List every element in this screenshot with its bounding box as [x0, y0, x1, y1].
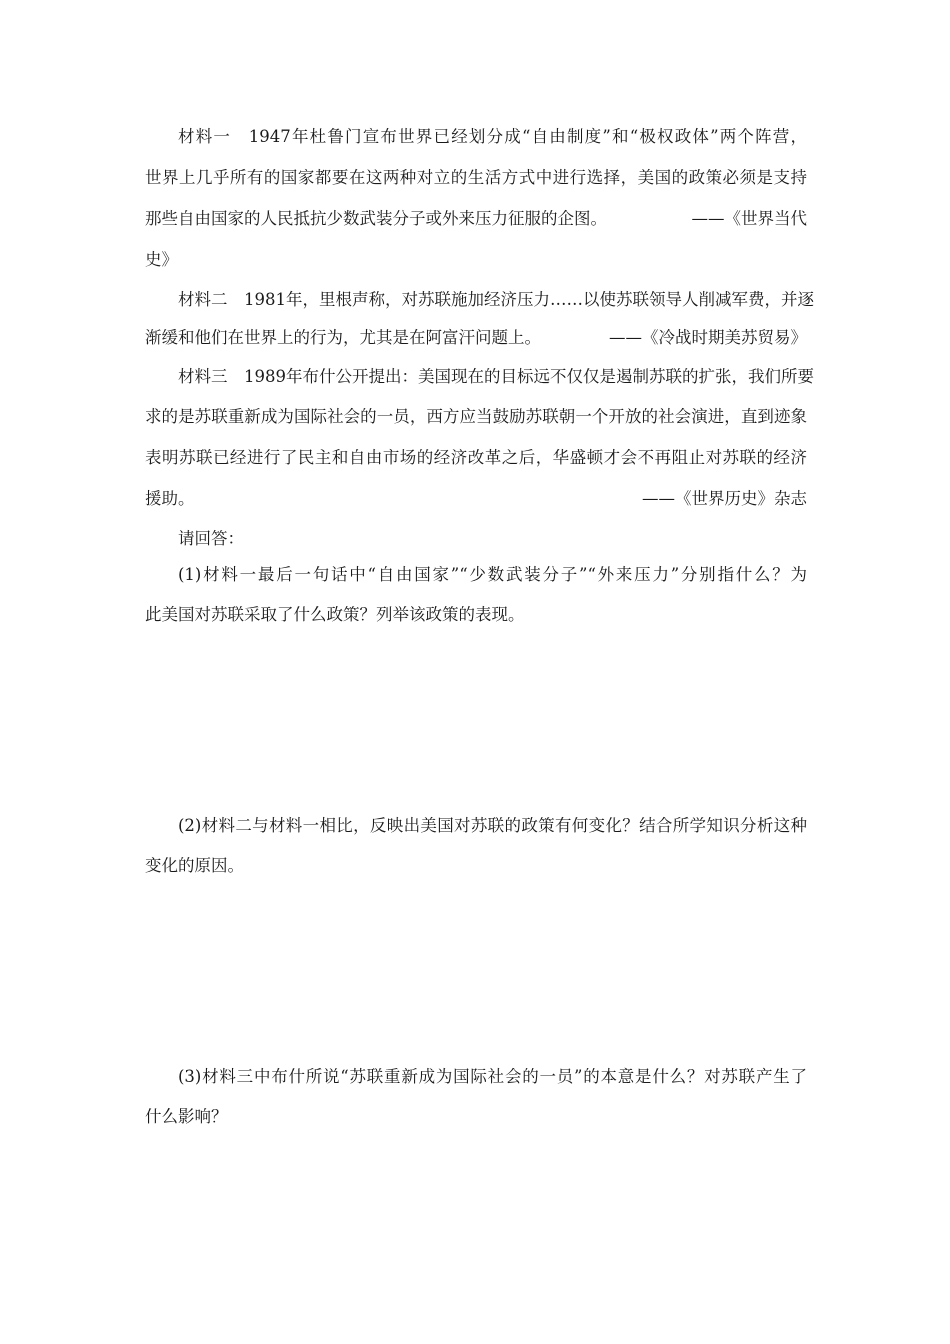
material-1-line-4: 史》 [145, 250, 178, 269]
material-1-line-3 [145, 207, 807, 231]
material-2-line-2 [145, 326, 807, 350]
material-3-source: ——《世界历史》杂志 [642, 489, 807, 508]
question-2-line-1: (2)材料二与材料一相比，反映出美国对苏联的政策有何变化？结合所学知识分析这种 [178, 816, 807, 835]
question-1-line-2: 此美国对苏联采取了什么政策？列举该政策的表现。 [145, 605, 525, 624]
material-2-line-1: 材料二 1981年，里根声称，对苏联施加经济压力……以使苏联领导人削减军费，并逐 [178, 290, 814, 309]
material-1-line-1: 材料一 1947年杜鲁门宣布世界已经划分成“自由制度”和“极权政体”两个阵营， [178, 127, 807, 146]
question-3-line-2: 什么影响？ [145, 1107, 228, 1126]
question-1-line-1: (1)材料一最后一句话中“自由国家”“少数武装分子”“外来压力”分别指什么？为 [178, 565, 807, 584]
material-1-source: ——《世界当代 [691, 209, 807, 228]
material-3-line-1: 材料三 1989年布什公开提出：美国现在的目标远不仅仅是遏制苏联的扩张，我们所要 [178, 367, 814, 386]
answer-prompt: 请回答： [178, 529, 244, 548]
material-3-line-3: 表明苏联已经进行了民主和自由市场的经济改革之后，华盛顿才会不再阻止对苏联的经济 [145, 448, 807, 467]
material-1-text-end: 那些自由国家的人民抵抗少数武装分子或外来压力征服的企图。 [145, 209, 607, 228]
material-3-line-4: 援助。 [145, 489, 195, 508]
material-1-line-2: 世界上几乎所有的国家都要在这两种对立的生活方式中进行选择，美国的政策必须是支持 [145, 168, 807, 187]
material-3-line-2: 求的是苏联重新成为国际社会的一员，西方应当鼓励苏联朝一个开放的社会演进，直到迹象 [145, 407, 807, 426]
question-2-line-2: 变化的原因。 [145, 856, 244, 875]
question-3-line-1: (3)材料三中布什所说“苏联重新成为国际社会的一员”的本意是什么？对苏联产生了 [178, 1067, 807, 1086]
material-2-text-end: 渐缓和他们在世界上的行为，尤其是在阿富汗问题上。 [145, 328, 541, 347]
material-2-source: ——《冷战时期美苏贸易》 [609, 328, 807, 347]
